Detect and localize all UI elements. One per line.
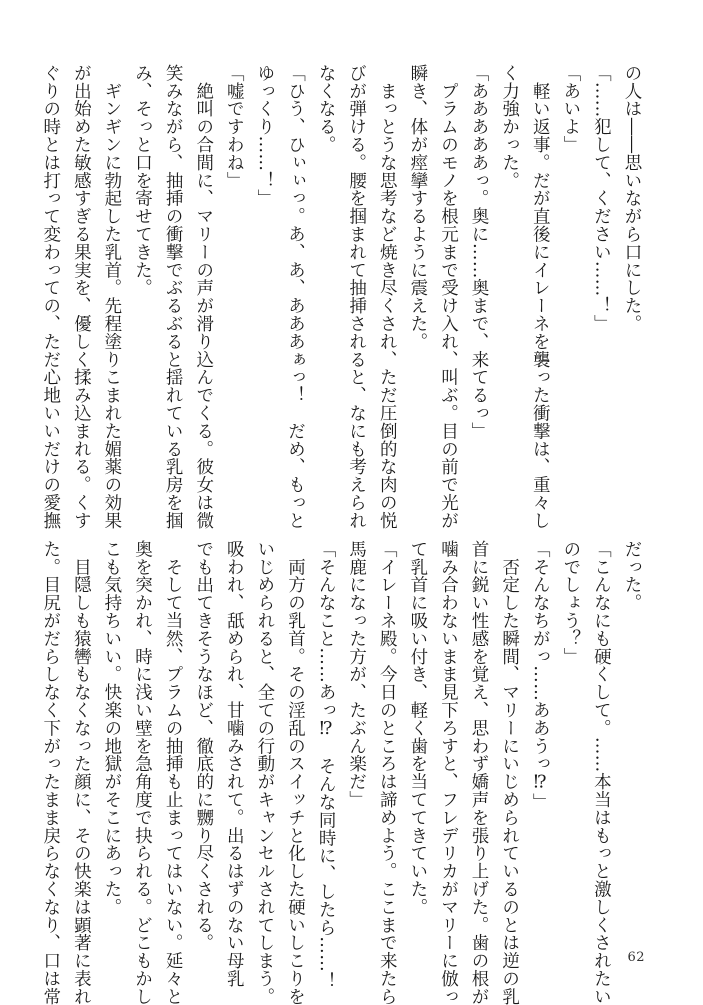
text-line: 「こんなにも硬くして。……本当はもっと激しくされたい: [591, 540, 612, 1005]
text-line: 「……犯して、ください……！」: [591, 64, 612, 333]
text-line: 奥を突かれ、時に浅い壁を急角度で抉られる。どこもかし: [132, 540, 153, 1005]
text-line: 「ひう、ひぃぃっ。あ、あ、あああぁっ！ だめ、もっと: [285, 64, 306, 530]
text-line: 笑みながら、抽挿の衝撃でぶるぶると揺れている乳房を掴: [163, 64, 184, 530]
upper-text-block: [40, 64, 647, 530]
text-line: だった。: [622, 540, 642, 612]
text-line: 首に鋭い性感を覚え、思わず嬌声を張り上げた。歯の根が: [469, 540, 490, 1005]
text-line: 「そんなちがっ……ああうっ⁉」: [530, 540, 551, 811]
text-line: 馬鹿になった方が、たぶん楽だ」: [346, 540, 367, 809]
text-line: びが弾ける。腰を掴まれて抽挿されると、なにも考えられ: [346, 64, 367, 530]
text-line: ギンギンに勃起した乳首。先程塗りこまれた媚薬の効果: [101, 64, 122, 530]
text-line: 絶叫の合間に、マリーの声が滑り込んでくる。彼女は微: [193, 64, 214, 530]
text-line: 噛み合わないまま見下ろすと、フレデリカがマリーに倣っ: [438, 540, 459, 1005]
text-line: 「そんなこと……あっ⁉ そんな同時に、したら……！: [316, 540, 337, 990]
text-line: のでしょう？」: [560, 540, 581, 666]
text-line: 軽い返事。だが直後にイレーネを襲った衝撃は、重々し: [530, 64, 551, 530]
text-line: ゆっくり……！」: [254, 64, 275, 208]
text-line: 「嘘ですわね」: [224, 64, 245, 190]
text-line: 瞬き、体が痙攣するように震えた。: [407, 64, 428, 351]
text-line: 目隠しも猿轡もなくなった顔に、その快楽は顕著に表れ: [71, 540, 92, 1005]
text-line: 両方の乳首。その淫乱のスイッチと化した硬いしこりを: [285, 540, 306, 1005]
text-line: た。目尻がだらしなく下がったまま戻らなくなり、口は常: [40, 540, 61, 1005]
text-line: み、そっと口を寄せてきた。: [132, 64, 153, 297]
text-line: く力強かった。: [499, 64, 520, 190]
text-line: の人は――思いながら口にした。: [622, 64, 642, 333]
text-line: ぐりの時とは打って変わっての、ただ心地いいだけの愛撫: [40, 64, 61, 530]
text-line: 「あいよ」: [560, 64, 581, 154]
text-line: プラムのモノを根元まで受け入れ、叫ぶ。目の前で光が: [438, 64, 459, 530]
text-line: まっとうな思考など焼き尽くされ、ただ圧倒的な肉の悦: [377, 64, 398, 530]
text-line: いじめられると、全ての行動がキャンセルされてしまう。: [254, 540, 275, 1005]
text-line: て乳首に吸い付き、軽く歯を当ててきていた。: [407, 540, 428, 916]
page-number: 62: [627, 950, 645, 965]
text-line: こも気持ちいい。快楽の地獄がそこにあった。: [101, 540, 122, 916]
text-line: でも出てきそうなほど、徹底的に嬲り尽くされる。: [193, 540, 214, 952]
text-line: 否定した瞬間、マリーにいじめられているのとは逆の乳: [499, 540, 520, 1005]
text-line: なくなる。: [316, 64, 337, 154]
text-line: そして当然、プラムの抽挿も止まってはいない。延々と: [163, 540, 184, 1005]
text-line: 吸われ、舐められ、甘噛みされて。出るはずのない母乳: [224, 540, 245, 988]
text-line: 「イレーネ殿。今日のところは諦めよう。ここまで来たら: [377, 540, 398, 1005]
text-line: が出始めた敏感すぎる果実を、優しく揉み込まれる。くす: [71, 64, 92, 530]
text-line: 「あああああっ。奥に……奥まで、来てるっ」: [469, 64, 490, 440]
